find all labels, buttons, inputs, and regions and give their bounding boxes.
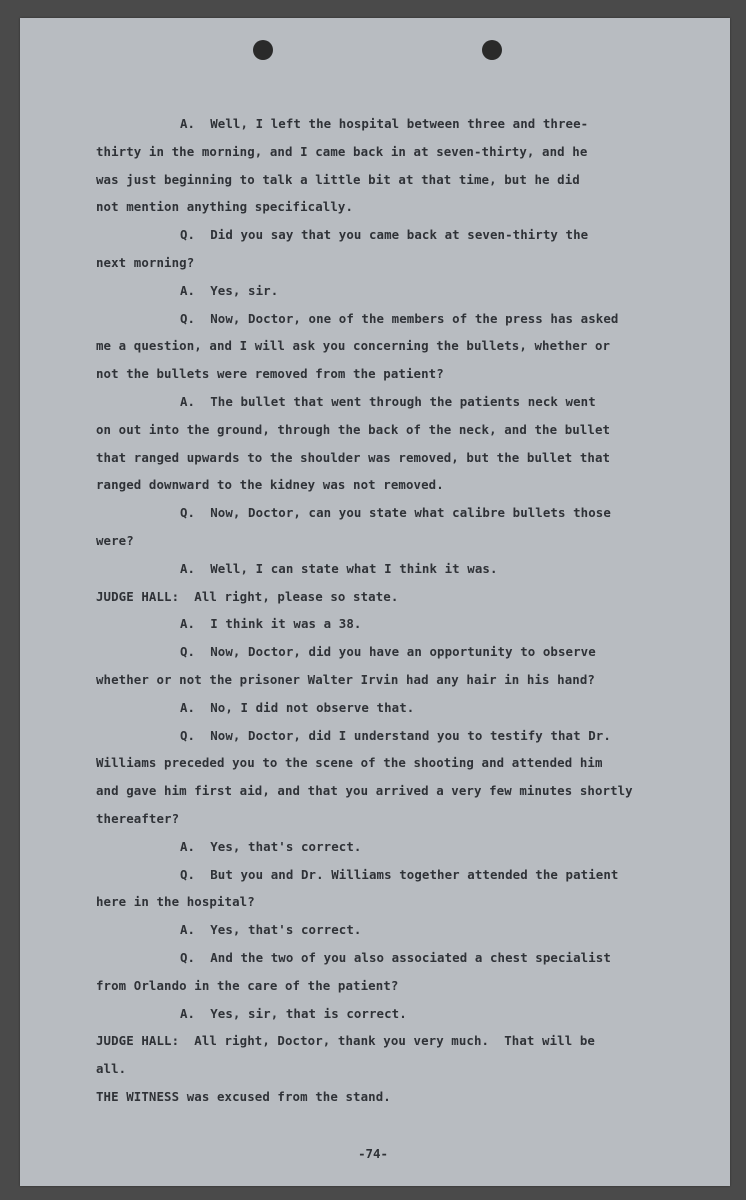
transcript-line: Q. But you and Dr. Williams together attended the patient	[180, 866, 619, 882]
transcript-line: Q. Now, Doctor, did I understand you to testify that Dr.	[180, 727, 611, 743]
transcript-line: Q. And the two of you also associated a chest specialist	[180, 949, 611, 965]
transcript-line: not the bullets were removed from the patient?	[96, 366, 444, 382]
transcript-line: Williams preceded you to the scene of the shooting and attended him	[96, 755, 603, 771]
transcript-line: A. No, I did not observe that.	[180, 699, 415, 715]
transcript-line: on out into the ground, through the back of the neck, and the bullet	[96, 421, 611, 437]
punch-hole-left	[253, 40, 273, 60]
transcript-line: A. Yes, sir.	[180, 282, 279, 298]
transcript-line: all.	[96, 1061, 127, 1077]
page-number: -74-	[358, 1146, 388, 1161]
transcript-line: JUDGE HALL: All right, please so state.	[96, 588, 399, 604]
transcript-line: Q. Did you say that you came back at seven-thirty the	[180, 227, 589, 243]
transcript-line: whether or not the prisoner Walter Irvin had any hair in his hand?	[96, 671, 595, 687]
transcript-line: from Orlando in the care of the patient?	[96, 977, 399, 993]
transcript-line: and gave him first aid, and that you arrived a very few minutes shortly	[96, 783, 633, 799]
transcript-body	[96, 110, 696, 1111]
transcript-line: were?	[96, 532, 134, 548]
transcript-line: Q. Now, Doctor, did you have an opportunity to observe	[180, 644, 596, 660]
transcript-line: me a question, and I will ask you concerning the bullets, whether or	[96, 338, 611, 354]
transcript-line: A. Well, I left the hospital between three and three-	[180, 116, 589, 131]
transcript-line: A. I think it was a 38.	[180, 616, 362, 632]
transcript-line: next morning?	[96, 254, 195, 270]
transcript-line: THE WITNESS was excused from the stand.	[96, 1088, 391, 1104]
transcript-line: Q. Now, Doctor, can you state what calibre bullets those	[180, 505, 611, 521]
transcript-line: JUDGE HALL: All right, Doctor, thank you very much. That will be	[96, 1033, 595, 1049]
transcript-line: Q. Now, Doctor, one of the members of the press has asked	[180, 310, 619, 326]
transcript-line: that ranged upwards to the shoulder was removed, but the bullet that	[96, 449, 611, 465]
transcript-line: A. Yes, sir, that is correct.	[180, 1005, 407, 1021]
transcript-line: ranged downward to the kidney was not removed.	[96, 477, 444, 493]
transcript-line: not mention anything specifically.	[96, 199, 354, 215]
transcript-line: A. Well, I can state what I think it was.	[180, 560, 498, 576]
transcript-line: thereafter?	[96, 810, 180, 826]
transcript-line: A. The bullet that went through the patients neck went	[180, 393, 596, 409]
transcript-line: thirty in the morning, and I came back in at seven-thirty, and he	[96, 143, 588, 159]
punch-hole-right	[482, 40, 502, 60]
transcript-line: A. Yes, that's correct.	[180, 838, 362, 854]
transcript-line: A. Yes, that's correct.	[180, 922, 362, 938]
transcript-line: was just beginning to talk a little bit at that time, but he did	[96, 171, 580, 187]
transcript-line: here in the hospital?	[96, 894, 255, 910]
